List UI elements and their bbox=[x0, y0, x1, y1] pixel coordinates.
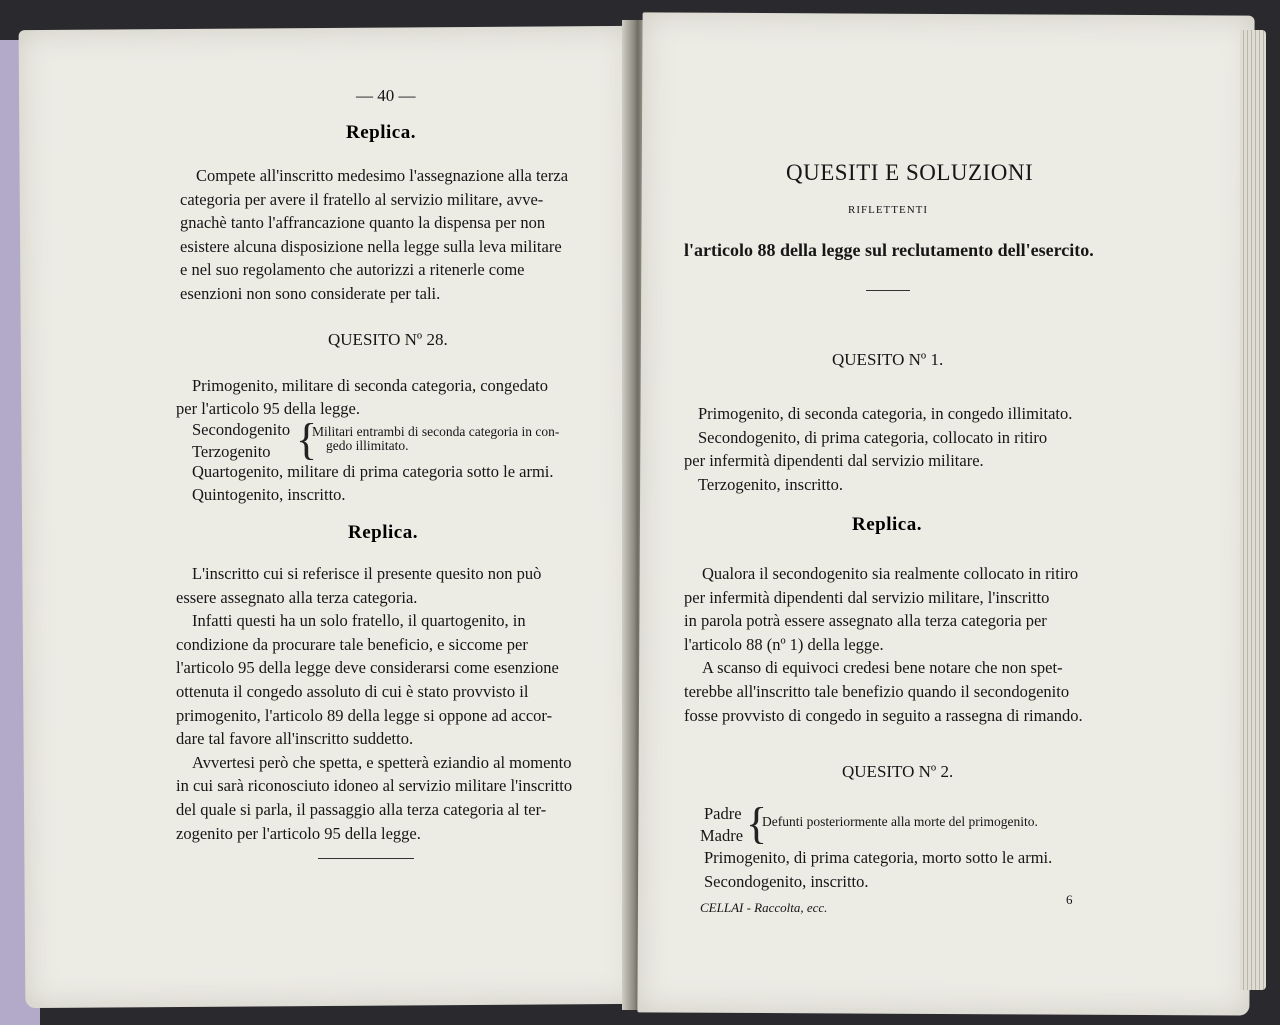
text-line: Quartogenito, militare di prima categoria sotto le armi. bbox=[192, 462, 554, 481]
text-line: Compete all'inscritto medesimo l'assegnazione alla terza bbox=[196, 166, 569, 185]
brace-name: Secondogenito bbox=[192, 420, 291, 439]
text-line: Qualora il secondogenito sia realmente collocato in ritiro bbox=[702, 564, 1079, 583]
text-line: esenzioni non sono considerate per tali. bbox=[180, 283, 441, 303]
replica-title: Replica. bbox=[348, 522, 418, 543]
text-line: dare tal favore all'inscritto suddetto. bbox=[176, 729, 414, 749]
brace-name: Madre bbox=[700, 826, 744, 845]
text-line: L'inscritto cui si referisce il presente quesito non può bbox=[192, 564, 542, 583]
quesito-title: QUESITO Nº 28. bbox=[328, 330, 448, 349]
replica-title: Replica. bbox=[346, 122, 416, 143]
brace-name: Terzogenito bbox=[192, 442, 271, 461]
text-line: Secondogenito, di prima categoria, collocato in ritiro bbox=[698, 427, 1048, 447]
page-number: — 40 — bbox=[356, 86, 416, 105]
text-line: ottenuta il congedo assoluto di cui è stato provvisto il bbox=[176, 681, 529, 701]
brace-note: Militari entrambi di seconda categoria in con- bbox=[312, 424, 560, 439]
replica-title: Replica. bbox=[852, 514, 922, 535]
text-line: Infatti questi ha un solo fratello, il quartogenito, in bbox=[192, 611, 526, 631]
curly-brace: { bbox=[746, 799, 768, 848]
text-line: fosse provvisto di congedo in seguito a rassegna di rimando. bbox=[684, 705, 1083, 725]
quesito-text bbox=[684, 402, 1094, 496]
text-line: Terzogenito, inscritto. bbox=[698, 474, 844, 494]
text-line: l'articolo 95 della legge deve considerarsi come esenzione bbox=[176, 658, 559, 678]
text-line: Primogenito, di seconda categoria, in congedo illimitato. bbox=[698, 404, 1073, 423]
section-rule bbox=[318, 858, 414, 859]
text-line: zogenito per l'articolo 95 della legge. bbox=[176, 823, 421, 843]
quesito-text bbox=[192, 460, 612, 506]
text-line: condizione da procurare tale beneficio, e siccome per bbox=[176, 634, 528, 654]
text-line: Avvertesi però che spetta, e spetterà eziandio al momento bbox=[192, 752, 572, 772]
text-line: per infermità dipendenti dal servizio militare. bbox=[684, 451, 984, 470]
text-line: del quale si parla, il passaggio alla terza categoria al ter- bbox=[176, 799, 547, 819]
page-edge-stack bbox=[1240, 30, 1266, 990]
section-heading: QUESITI E SOLUZIONI bbox=[786, 160, 1034, 185]
text-line: e nel suo regolamento che autorizzi a ritenerle come bbox=[180, 260, 525, 280]
text-line: per infermità dipendenti dal servizio militare, l'inscritto bbox=[684, 587, 1050, 607]
brace-note: gedo illimitato. bbox=[326, 438, 409, 453]
text-line: l'articolo 88 (nº 1) della legge. bbox=[684, 634, 884, 654]
text-line: in cui sarà riconosciuto idoneo al servizio militare l'inscritto bbox=[176, 776, 573, 796]
section-rule bbox=[866, 290, 910, 291]
quesito-title: QUESITO Nº 2. bbox=[842, 762, 954, 781]
text-line: Primogenito, militare di seconda categoria, congedato bbox=[192, 376, 549, 395]
text-line: per l'articolo 95 della legge. bbox=[176, 399, 360, 418]
text-line: Quintogenito, inscritto. bbox=[192, 485, 346, 504]
brace-name: Padre bbox=[704, 804, 742, 823]
quesito-text bbox=[176, 374, 604, 420]
text-line: primogenito, l'articolo 89 della legge si oppone ad accor- bbox=[176, 705, 553, 725]
text-line: A scanso di equivoci credesi bene notare che non spet- bbox=[702, 658, 1063, 678]
text-line: Secondogenito, inscritto. bbox=[704, 872, 869, 891]
text-line: Primogenito, di prima categoria, morto sotto le armi. bbox=[704, 848, 1053, 867]
section-subheading: l'articolo 88 della legge sul reclutamento dell'esercito. bbox=[684, 240, 1094, 260]
text-line: terebbe all'inscritto tale benefizio quando il secondogenito bbox=[684, 681, 1070, 701]
page-footer-signature: CELLAI - Raccolta, ecc. bbox=[700, 900, 828, 915]
brace-note: Defunti posteriormente alla morte del primogenito. bbox=[762, 814, 1038, 829]
text-line: esistere alcuna disposizione nella legge sulla leva militare bbox=[180, 236, 562, 256]
quesito-title: QUESITO Nº 1. bbox=[832, 350, 944, 369]
curly-brace: { bbox=[296, 415, 318, 464]
text-line: in parola potrà essere assegnato alla terza categoria per bbox=[684, 611, 1047, 631]
replica-paragraph bbox=[176, 562, 606, 845]
replica-paragraph bbox=[180, 164, 604, 306]
replica-paragraph bbox=[684, 562, 1096, 727]
section-subheading-small: RIFLETTENTI bbox=[848, 204, 929, 216]
page-footer-number: 6 bbox=[1066, 892, 1073, 907]
text-line: essere assegnato alla terza categoria. bbox=[176, 587, 418, 607]
quesito-text bbox=[704, 846, 1104, 894]
text-line: categoria per avere il fratello al servizio militare, avve- bbox=[180, 189, 544, 209]
text-line: gnachè tanto l'affrancazione quanto la dispensa per non bbox=[180, 213, 546, 233]
